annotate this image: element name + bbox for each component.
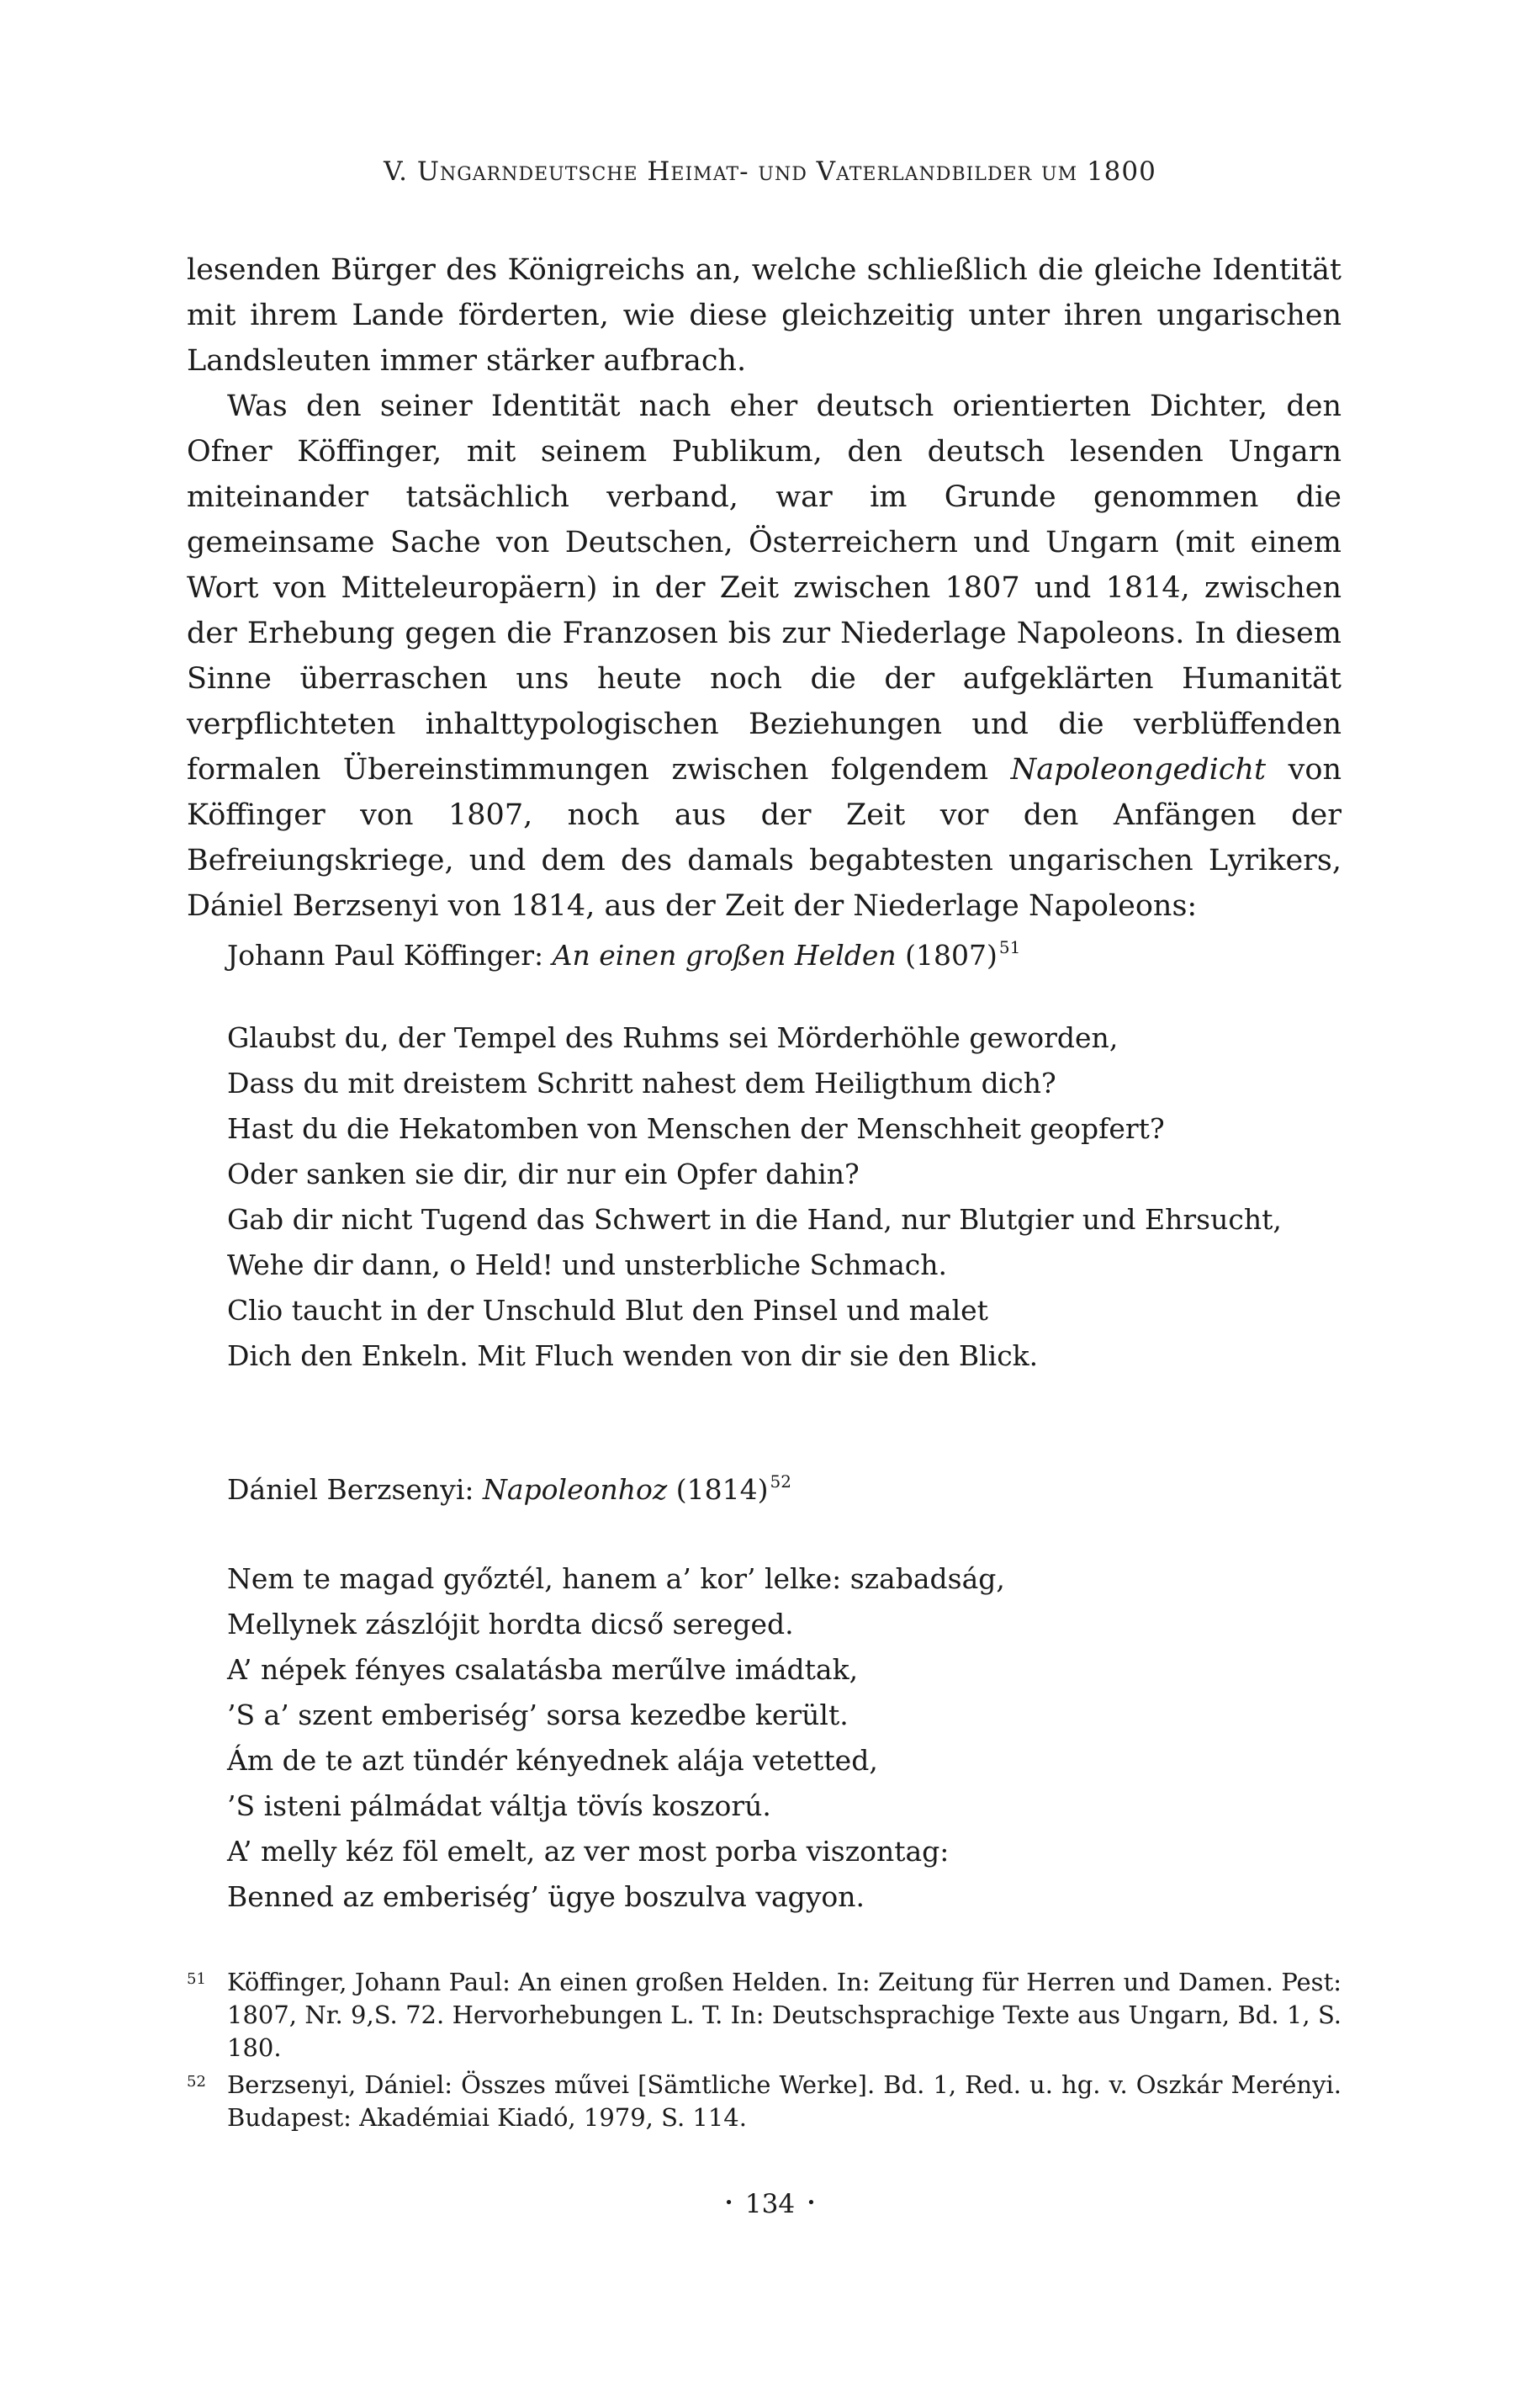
poem-line: Gab dir nicht Tugend das Schwert in die Hand, nur Blutgier und Ehrsucht, <box>227 1203 1282 1236</box>
page-number <box>0 2189 1540 2219</box>
footnote-text: Berzsenyi, Dániel: Összes művei [Sämtliche Werke]. Bd. 1, Red. u. hg. v. Oszkár Merényi. Budapest: Akadémiai Kiadó, 1979, S. 114. <box>227 2070 1342 2132</box>
body-text <box>187 247 1342 929</box>
poem-line: Mellynek zászlójit hordta dicső sereged. <box>227 1608 794 1640</box>
footnote-number: 52 <box>187 2073 206 2091</box>
poem-line: Dass du mit dreistem Schritt nahest dem Heiligthum dich? <box>227 1067 1056 1100</box>
footnotes <box>187 1966 1342 2139</box>
poem-2-author: Dániel Berzsenyi: <box>227 1473 483 1506</box>
footnote-ref-51: 51 <box>998 937 1021 957</box>
footnote-52 <box>187 2069 1342 2134</box>
poem-line: Ám de te azt tündér kényednek alája vetetted, <box>227 1744 878 1777</box>
poem-line: ’S isteni pálmádat váltja tövís koszorú. <box>227 1789 771 1822</box>
paragraph-2-text-b: von Köffinger von 1807, noch aus der Zeit vor den Anfängen der Befreiungskriege, und dem des damals begabtesten ungarischen Lyrikers, Dániel Berzsenyi von 1814, aus der Zeit der Niederlage Napoleons: <box>187 753 1342 923</box>
poem-2-lines <box>227 1556 1005 1920</box>
running-head: V. Ungarndeutsche Heimat- und Vaterlandbilder um 1800 <box>384 156 1156 187</box>
page-number-value: 134 <box>744 2189 796 2219</box>
poem-line: Wehe dir dann, o Held! und unsterbliche Schmach. <box>227 1248 948 1281</box>
footnote-51 <box>187 1966 1342 2064</box>
poem-line: Benned az emberiség’ ügye boszulva vagyon. <box>227 1880 865 1913</box>
poem-line: Oder sanken sie dir, dir nur ein Opfer dahin? <box>227 1158 860 1190</box>
poem-line: ’S a’ szent emberiség’ sorsa kezedbe került. <box>227 1699 849 1731</box>
footnote-number: 51 <box>187 1970 206 1988</box>
paragraph-2-text-a: Was den seiner Identität nach eher deutsch orientierten Dichter, den Ofner Köffinger, mit seinem Publikum, den deutsch lesenden Ungarn miteinander tatsächlich verband, war im Grunde genommen die gemeinsame Sache von Deutschen, Österreichern und Ungarn (mit einem Wort von Mitteleuropäern) in der Zeit zwischen 1807 und 1814, zwischen der Erhebung gegen die Franzosen bis zur Niederlage Napoleons. In diesem Sinne überraschen uns heute noch die der aufgeklärten Humanität verpflichteten inhalttypologischen Beziehungen und die verblüffenden formalen Übereinstimmungen zwischen folgendem <box>187 390 1342 787</box>
poem-line: A’ népek fényes csalatásba merűlve imádtak, <box>227 1653 859 1686</box>
bullet-ornament: • <box>724 2194 733 2212</box>
poem-1-title: An einen großen Helden <box>552 939 897 972</box>
paragraph-2-italic-title: Napoleongedicht <box>1010 753 1267 787</box>
paragraph-2 <box>187 384 1342 929</box>
poem-1-year: (1807) <box>896 939 998 972</box>
poem-line: Nem te magad győztél, hanem a’ kor’ lelke: szabadság, <box>227 1562 1005 1595</box>
poem-2-heading <box>227 1467 791 1513</box>
poem-1-lines <box>227 1015 1282 1379</box>
poem-line: Clio taucht in der Unschuld Blut den Pinsel und malet <box>227 1294 988 1327</box>
poem-line: Dich den Enkeln. Mit Fluch wenden von dir sie den Blick. <box>227 1339 1039 1372</box>
poem-2-year: (1814) <box>667 1473 769 1506</box>
poem-line: Glaubst du, der Tempel des Ruhms sei Mörderhöhle geworden, <box>227 1021 1119 1054</box>
poem-2-title: Napoleonhoz <box>482 1473 668 1506</box>
bullet-ornament: • <box>807 2194 816 2212</box>
poem-1-heading <box>227 933 1020 978</box>
footnote-ref-52: 52 <box>770 1471 791 1492</box>
paragraph-1: lesenden Bürger des Königreichs an, welche schließlich die gleiche Identität mit ihrem Lande förderten, wie diese gleichzeitig unter ihren ungarischen Landsleuten immer stärker aufbrach. <box>187 253 1342 378</box>
poem-line: Hast du die Hekatomben von Menschen der Menschheit geopfert? <box>227 1112 1165 1145</box>
poem-1-author: Johann Paul Köffinger: <box>227 939 553 972</box>
poem-line: A’ melly kéz föl emelt, az ver most porba viszontag: <box>227 1835 950 1868</box>
footnote-text: Köffinger, Johann Paul: An einen großen Helden. In: Zeitung für Herren und Damen. Pest: 1807, Nr. 9,S. 72. Hervorhebungen L. T. In: Deutschsprachige Texte aus Ungarn, Bd. 1, S. 180. <box>227 1968 1342 2062</box>
